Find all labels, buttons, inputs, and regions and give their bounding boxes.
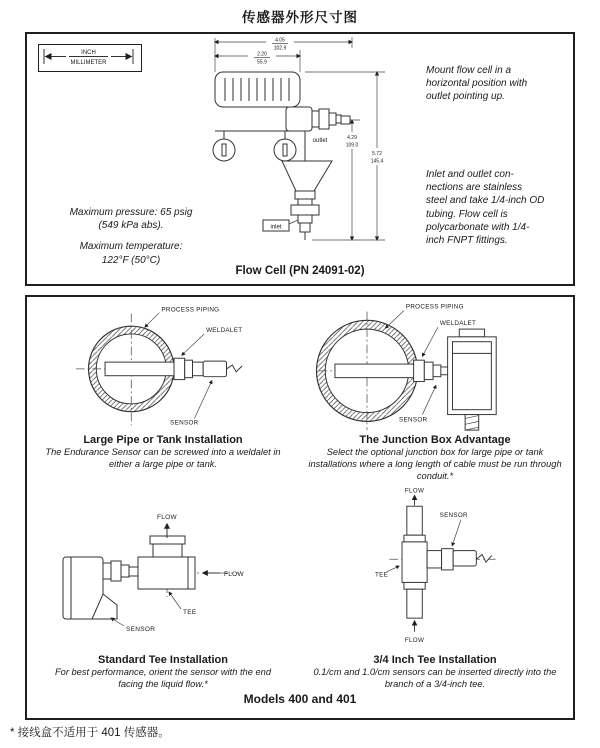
flow-label-right: FLOW (224, 571, 244, 578)
inlet-label: inlet (270, 224, 282, 231)
page-title: 传感器外形尺寸图 (242, 10, 358, 25)
diagram-caption: The Junction Box Advantage (359, 434, 511, 446)
tee-label: TEE (183, 609, 197, 616)
dim-height-overall-mm: 145.4 (370, 158, 384, 165)
three-quarter-tee-installation-drawing (330, 485, 530, 649)
diagram-description: For best performance, orient the sensor with the end facing the liquid flow.* (54, 667, 271, 689)
sensor-label: SENSOR (170, 419, 199, 427)
max-pressure-line2: (549 kPa abs). (98, 220, 164, 232)
dim-width-overall-inch: 4.05 (275, 37, 285, 44)
sensor-label: SENSOR (399, 416, 428, 424)
dim-width-body-mm: 55.9 (257, 59, 267, 66)
three-quarter-tee-caption-block (299, 654, 571, 691)
flow-cell-drawing (190, 34, 450, 262)
diagram-caption: 3/4 Inch Tee Installation (373, 654, 497, 666)
large-pipe-caption-block (27, 434, 299, 471)
diagram-description: 0.1/cm and 1.0/cm sensors can be inserted directly into the branch of a 3/4-inch tee. (313, 667, 557, 689)
flow-label-top: FLOW (404, 487, 425, 495)
mounting-note: Mount flow cell in a horizontal position with outlet pointing up. (426, 65, 528, 103)
legend-millimeter-label: MILLIMETER (70, 60, 107, 66)
flow-cell-panel (25, 32, 575, 286)
units-legend (38, 44, 142, 72)
max-temperature-line2: 122°F (50°C) (101, 254, 161, 266)
dim-width-body-inch: 2.20 (257, 51, 267, 58)
flow-cell-caption: Flow Cell (PN 24091-02) (235, 265, 365, 277)
junction-box-installation-drawing (310, 298, 560, 434)
large-pipe-installation-drawing (45, 298, 305, 434)
junction-box-caption-block (299, 434, 571, 483)
installations-panel (25, 295, 575, 720)
outlet-label: outlet (312, 138, 328, 144)
connections-note: Inlet and outlet con-nections are stainless steel and take 1/4-inch OD tubing. Flow cell is polycarbonate with 1/4-inch FNPT fittings. (426, 169, 545, 246)
flow-label-bottom: FLOW (404, 637, 425, 645)
standard-tee-installation-drawing (40, 491, 290, 651)
dim-height-inner-inch: 4.29 (347, 135, 357, 141)
sensor-label: SENSOR (126, 626, 156, 633)
dim-height-overall-inch: 5.72 (372, 151, 382, 157)
dim-width-overall-mm: 102.9 (273, 45, 287, 52)
legend-inch-label: INCH (81, 50, 96, 56)
process-piping-label: PROCESS PIPING (161, 306, 220, 314)
standard-tee-caption-block (27, 654, 299, 691)
diagram-caption: Large Pipe or Tank Installation (83, 434, 243, 446)
units-legend-drawing (39, 45, 138, 68)
diagram-caption: Standard Tee Installation (98, 654, 228, 666)
models-caption: Models 400 and 401 (243, 692, 357, 706)
dim-height-inner-mm: 109.0 (345, 142, 359, 149)
diagram-description: Select the optional junction box for large pipe or tank installations where a long length of cable must be run through conduit.* (308, 447, 562, 481)
footnote: * 接线盒不适用于 401 传感器。 (10, 727, 170, 739)
max-temperature-line1: Maximum temperature: (79, 241, 183, 253)
diagram-description: The Endurance Sensor can be screwed into a weldalet in either a large pipe or tank. (45, 447, 281, 469)
flow-label-top: FLOW (157, 514, 177, 521)
sensor-label: SENSOR (439, 511, 468, 519)
tee-label: TEE (375, 571, 389, 579)
max-pressure-line1: Maximum pressure: 65 psig (69, 207, 193, 218)
weldalet-label: WELDALET (439, 320, 477, 328)
weldalet-label: WELDALET (206, 327, 243, 334)
process-piping-label: PROCESS PIPING (405, 303, 464, 311)
